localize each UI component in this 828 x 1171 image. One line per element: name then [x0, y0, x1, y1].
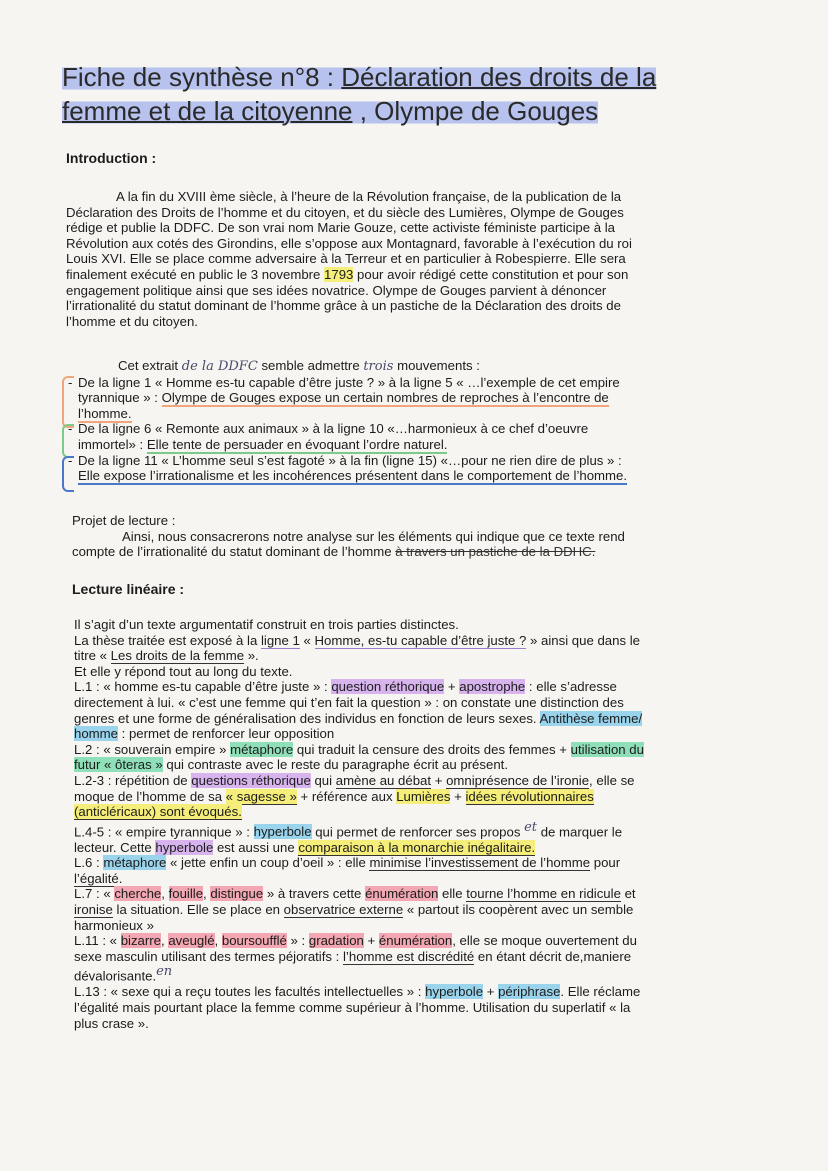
page-title: Fiche de synthèse n°8 : Déclaration des droits de la femme et de la citoyenne , Olympe de Gouges — [62, 62, 657, 126]
lecture-body: Il s’agit d’un texte argumentatif construit en trois parties distinctes. La thèse traitée est exposé à la ligne 1 « Homme, es-tu capable d’être juste ? » ainsi que dans le titre « Les droits de la femme ». Et elle y répond tout au long du texte. L.1 : « homme es-tu capable d’être juste » : question réthorique + apostrophe : elle s’adresse directement à lui. « c’est une femme qui t’en fait la question » : on constate une distinction des genres et une forme de généralisation des individus en fonction de leurs sexes. Antithèse femme/ homme : permet de renforcer leur opposition L.2 : « souverain empire » métaphore qui traduit la censure des droits des femmes + utilisation du futur « ôteras » qui contraste avec le reste du paragraphe écrit au présent. L.2-3 : répétition de questions réthorique qui amène au débat + omniprésence de l’ironie, elle se moque de l’homme de sa « sagesse » + référence aux Lumières + idées révolutionnaires (anticléricaux) sont évoqués. L.4-5 : « empire tyrannique » : hyperbole qui permet de renforcer ses propos $^{et}$ de marquer le lecteur. Cette hyperbole est aussi une comparaison à la monarchie inégalitaire. L.6 : métaphore « jette enfin un coup d’oeil » : elle minimise l’investissement de l’homme pour l’égalité. L.7 : « cherche, fouille, distingue » à travers cette énumération elle tourne l’homme en ridicule et ironise la situation. Elle se place en observatrice externe « partout ils coopèrent avec un semble harmonieux » L.11 : « bizarre, aveuglé, boursoufflé » : gradation + énumération, elle se moque ouvertement du sexe masculin utilisant des termes péjoratifs : l’homme est discrédité en étant décrit de,maniere dévalorisante.$^{en}$ L.13 : « sexe qui a reçu toutes les facultés intellectuelles » : hyperbole + périphrase. Elle réclame l’égalité mais pourtant place la femme comme supérieur à l’homme. Utilisation du superlatif « la plus crase ». — [74, 617, 644, 1031]
movement-2: - De la ligne 6 « Remonte aux animaux » à la ligne 10 «…harmonieux à ce chef d’oeuvre — [68, 421, 589, 437]
movement-1: - De la ligne 1 « Homme es-tu capable d’être juste ? » à la ligne 5 « …l’exemple de cet empire — [68, 374, 620, 390]
introduction-heading: Introduction : — [66, 150, 157, 166]
movement-3: - De la ligne 11 « L’homme seul s’est fagoté » à la fin (ligne 15) «…pour ne rien dire de plus » : — [68, 452, 622, 468]
projet-section: Projet de lecture : Ainsi, nous consacrerons notre analyse sur les éléments qui indique que ce texte rend compte de l’irrationalité du statut dominant de l’homme à travers un pastiche de la DDHC. — [72, 513, 625, 560]
lecture-heading: Lecture linéaire : — [72, 581, 185, 597]
introduction-paragraph: A la fin du XVIII ème siècle, à l’heure de la Révolution française, de la publication de la Déclaration des Droits de l’homme et du citoyen, et du siècle des Lumières, Olympe de Gouges rédige et publie la DDFC. De son vrai nom Marie Gouze, cette activiste féministe participe à la Révolution aux cotés des Girondins, elle s’oppose aux Montagnard, favorable à l’exécution du roi Louis XVI. Elle se place comme adversaire à la Terreur et en particulier à Robespierre. Elle sera finalement exécuté en public le 3 novembre 1793 pour avoir rédigé cette constitution et pour son engagement politique ainsi que ses idées novatrice. Olympe de Gouges parvient à dénoncer l’irrationalité du statut dominant de l’homme grâce à un pastiche de la Déclaration des droits de l’homme et du citoyen. — [66, 189, 632, 329]
movements-section: Cet extrait de la DDFC semble admettre trois mouvements : - De la ligne 1 « Homme es-tu capable d’être juste ? » à la ligne 5 « …l’exemple de cet empire tyrannique » : Olympe de Gouges expose un certain nombres de reproches à l’encontre de l’homme. - De la ligne 6 « Remonte aux animaux » à la ligne 10 «…harmonieux à ce chef d’oeuvre immortel» : Elle tente de persuader en évoquant l’ordre naturel. - De la ligne 11 « L’homme seul s’est fagoté » à la fin (ligne 15) «…pour ne rien dire de plus » : Elle expose l’irrationalisme et les incohérences présentent dans le comportement de l’homme. — [78, 358, 738, 484]
